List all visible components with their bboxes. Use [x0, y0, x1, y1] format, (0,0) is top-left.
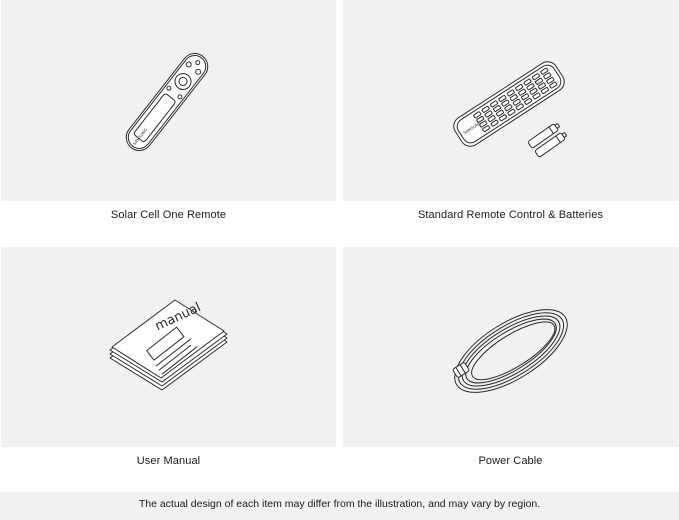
item-caption-standard-remote: Standard Remote Control & Batteries: [417, 209, 604, 221]
user-manual-icon: [1, 247, 336, 447]
item-caption-user-manual: User Manual: [136, 455, 201, 467]
power-cable-icon: [343, 247, 678, 447]
item-caption-power-cable: Power Cable: [478, 455, 543, 467]
item-panel-solar-remote: [1, 0, 336, 201]
manual-cover-text: manual: [152, 300, 204, 335]
solar-cell-remote-icon: [1, 0, 336, 201]
remote-brand-text: SAMSUNG: [131, 126, 149, 147]
item-caption-solar-remote: Solar Cell One Remote: [110, 209, 227, 221]
remote-brand-text-2: SAMSUNG: [462, 120, 483, 136]
item-panel-user-manual: [1, 247, 336, 447]
disclaimer-note: The actual design of each item may differ from the illustration, and may vary by region.: [0, 492, 679, 520]
standard-remote-batteries-icon: [343, 0, 678, 201]
item-panel-standard-remote: [343, 0, 678, 201]
item-panel-power-cable: [343, 247, 678, 447]
